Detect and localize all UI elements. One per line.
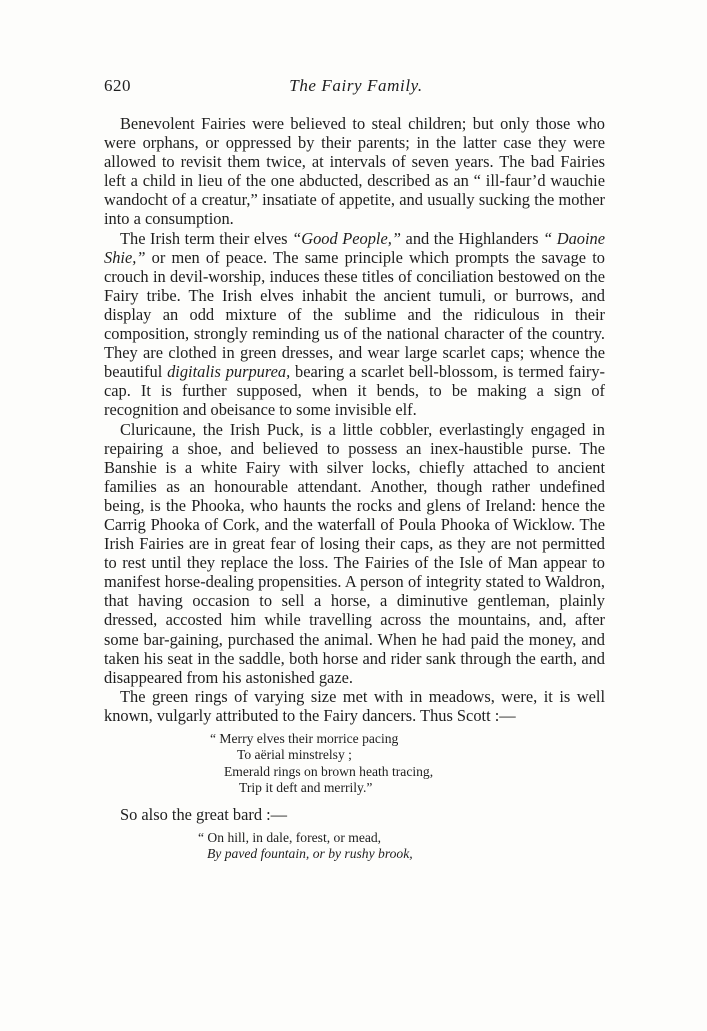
paragraph-fairy-rings bbox=[104, 687, 605, 725]
verse-line: Emerald rings on brown heath tracing, bbox=[224, 763, 434, 779]
so-also-line: So also the great bard :— bbox=[120, 804, 288, 824]
paragraph-text: and the Highlanders bbox=[400, 228, 544, 248]
italic-phrase: “Good People,” bbox=[292, 228, 401, 248]
paragraph-text: bearing a scarlet bell-blossom, is termed fairy-cap. It is further supposed, when it bends, to be making a sign of recognition and obeisance to some invisible elf. bbox=[104, 362, 605, 420]
paragraph-irish-elves bbox=[104, 229, 605, 420]
verse-line: “ Merry elves their morrice pacing bbox=[210, 731, 399, 746]
paragraph-text: Cluricaune, the Irish Puck, is a little cobbler, everlastingly engaged in repairing a shoe, and believed to possess an inex-haustible purse. The Banshie is a white Fairy with silver locks, chiefly attached to ancient families as an honourable attendant. Another, though rather undefined being, is the Phooka, who haunts the rocks and glens of Ireland: hence the Carrig Phooka of Cork, and the waterfall of Poula Phooka of Wicklow. The Irish Fairies are in great fear of losing their caps, as they are not permitted to rest until they replace the loss. The Fairies of the Isle of Man appear to manifest horse-dealing propensities. A person of integrity stated to Waldron, that having occasion to sell a horse, a diminutive gentleman, plainly dressed, accosted him while travelling across the mountains, and, after some bar-gaining, purchased the animal. When he had paid the money, and taken his seat in the saddle, both horse and rider sank through the earth, and disappeared from his astonished gaze. bbox=[104, 419, 605, 687]
italic-phrase: “ Daoine Shie,” bbox=[104, 228, 606, 267]
page-header bbox=[104, 76, 608, 100]
verse-line: To aërial minstrelsy ; bbox=[237, 747, 352, 763]
page-number: 620 bbox=[104, 76, 131, 95]
paragraph-text: The Irish term their elves bbox=[120, 228, 293, 248]
verse-line: “ On hill, in dale, forest, or mead, bbox=[198, 829, 382, 845]
paragraph-text: or men of peace. The same principle which prompts the savage to crouch in devil-worship, induces these titles of conciliation bestowed on the Fairy tribe. The Irish elves inhabit the ancient tumuli, or burrows, and display an odd mixture of the sublime and the ridiculous in their composition, strongly reminding us of the national character of the country. They are clothed in green dresses, and wear large scarlet caps; whence the beautiful bbox=[104, 247, 605, 382]
running-title: The Fairy Family. bbox=[289, 76, 423, 95]
paragraph-cluricaune bbox=[104, 420, 605, 687]
verse-line bbox=[104, 846, 605, 862]
italic-phrase: digitalis purpurea, bbox=[167, 362, 291, 382]
paragraph-text: Benevolent Fairies were believed to steal children; but only those who were orphans, or oppressed by their parents; in the latter case they were allowed to revisit them twice, at intervals of seven years. The bad Fairies left a child in lieu of the one abducted, described as an “ ill-faur’d wauchie wandocht of a creatur,” insatiate of appetite, and usually sucking the mother into a consumption. bbox=[104, 114, 605, 229]
body-text bbox=[104, 114, 605, 869]
italic-phrase: By paved fountain, or by rushy brook, bbox=[207, 846, 413, 862]
verse-bard bbox=[104, 830, 605, 863]
paragraph-changelings bbox=[104, 114, 605, 229]
verse-line: Trip it deft and merrily.” bbox=[239, 780, 373, 796]
verse-scott bbox=[104, 731, 605, 797]
paragraph-text: The green rings of varying size met with in meadows, were, it is well known, vulgarly attributed to the Fairy dancers. Thus Scott :— bbox=[104, 686, 605, 725]
